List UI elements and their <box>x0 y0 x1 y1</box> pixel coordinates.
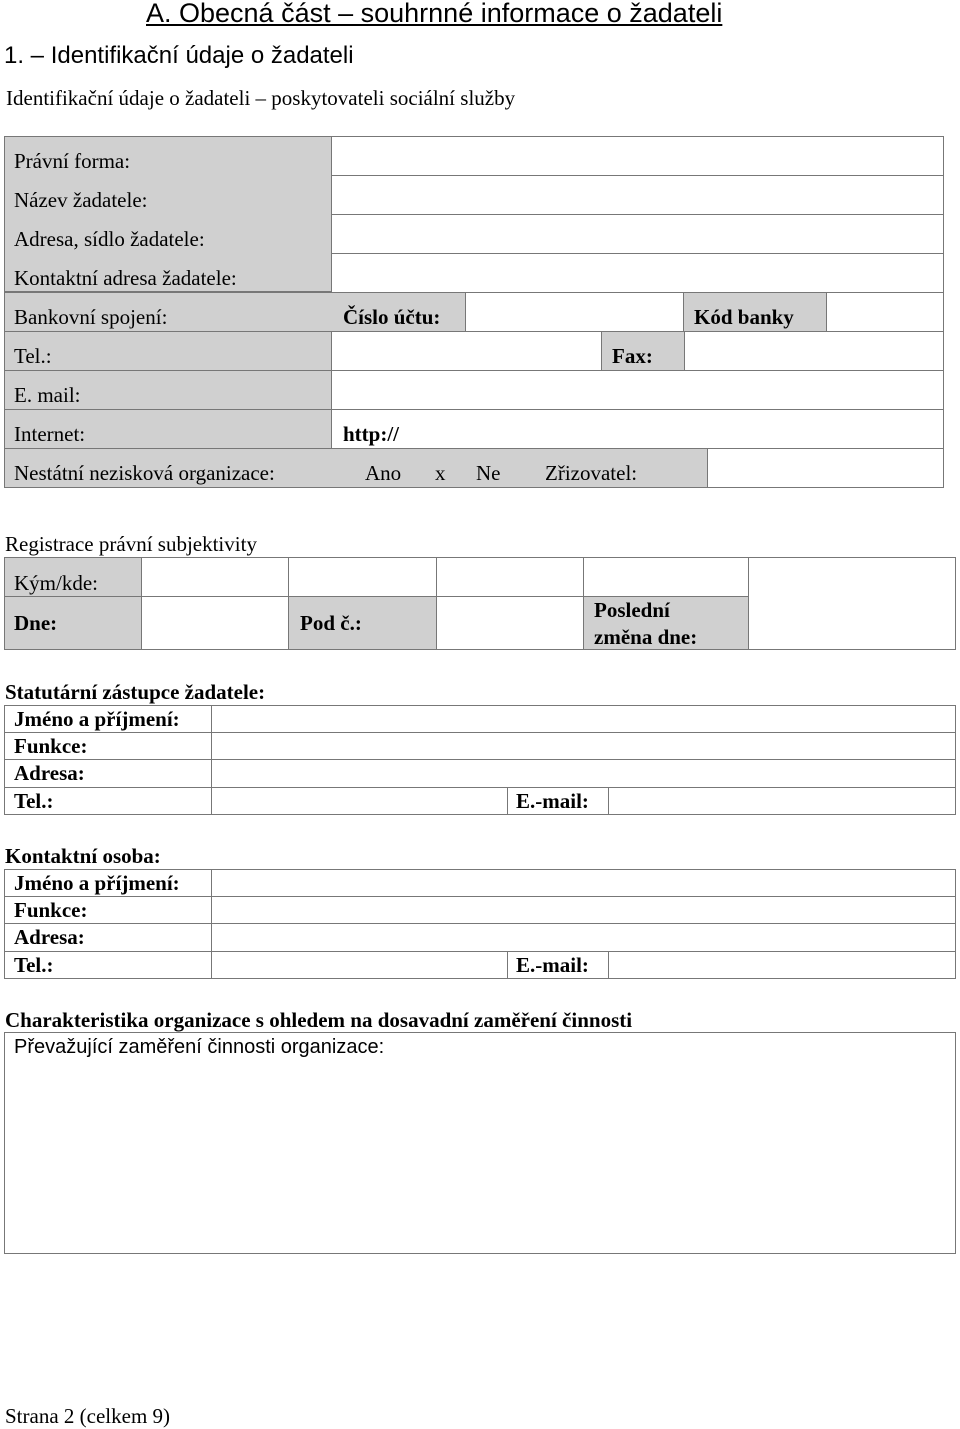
tel-field[interactable] <box>331 331 602 371</box>
bank-code-field[interactable] <box>826 292 944 332</box>
label-by-whom: Kým/kde: <box>14 571 98 595</box>
label-ngo: Nestátní nezisková organizace: <box>14 461 275 485</box>
statutory-label-tel: Tel.: <box>14 789 54 813</box>
contact-email-field[interactable] <box>609 952 955 978</box>
email-field[interactable] <box>331 370 944 410</box>
contact-tel-field[interactable] <box>212 952 507 978</box>
contact-name-field[interactable] <box>212 870 956 896</box>
label-name: Název žadatele: <box>14 188 148 212</box>
last-change-field[interactable] <box>748 557 956 650</box>
statutory-label-address: Adresa: <box>14 761 85 785</box>
label-founder: Zřizovatel: <box>545 461 638 485</box>
registration-number-field[interactable] <box>436 596 584 650</box>
section-subtitle: Identifikační údaje o žadateli – poskytovateli sociální služby <box>6 86 516 110</box>
contact-function-field[interactable] <box>212 897 956 923</box>
label-address: Adresa, sídlo žadatele: <box>14 227 205 251</box>
internet-value: http:// <box>343 422 400 446</box>
statutory-address-field[interactable] <box>212 760 956 787</box>
ngo-mark: x <box>435 461 446 485</box>
name-field[interactable] <box>331 175 944 215</box>
ngo-option-no[interactable]: Ne <box>476 461 501 485</box>
contact-label-tel: Tel.: <box>14 953 54 977</box>
statutory-email-field[interactable] <box>609 788 955 814</box>
contact-label-address: Adresa: <box>14 925 85 949</box>
contact-title: Kontaktní osoba: <box>5 844 161 868</box>
statutory-label-name: Jméno a příjmení: <box>14 707 180 731</box>
label-account-number: Číslo účtu: <box>343 305 441 329</box>
characteristics-title: Charakteristika organizace s ohledem na dosavadní zaměření činnosti <box>5 1008 633 1032</box>
label-bank: Bankovní spojení: <box>14 305 168 329</box>
statutory-label-email: E.-mail: <box>516 789 589 813</box>
label-email: E. mail: <box>14 383 81 407</box>
fax-field[interactable] <box>684 331 944 371</box>
label-under-no: Pod č.: <box>300 611 362 635</box>
address-field[interactable] <box>331 214 944 254</box>
founder-field[interactable] <box>707 448 944 488</box>
contact-label-function: Funkce: <box>14 898 88 922</box>
label-bank-code: Kód banky <box>694 305 794 329</box>
label-date: Dne: <box>14 611 58 635</box>
registration-title: Registrace právní subjektivity <box>5 532 257 556</box>
contact-label-email: E.-mail: <box>516 953 589 977</box>
statutory-tel-field[interactable] <box>212 788 507 814</box>
statutory-function-field[interactable] <box>212 733 956 759</box>
statutory-name-field[interactable] <box>212 706 956 732</box>
page-number: Strana 2 (celkem 9) <box>5 1404 171 1428</box>
contact-address-field[interactable] <box>212 924 956 951</box>
label-last-change-1: Poslední <box>594 598 670 622</box>
contact-address-field[interactable] <box>331 253 944 293</box>
document-title: A. Obecná část – souhrnné informace o žadateli <box>146 0 723 28</box>
label-last-change-2: změna dne: <box>594 625 698 649</box>
statutory-label-function: Funkce: <box>14 734 88 758</box>
legal-form-field[interactable] <box>331 136 944 176</box>
label-fax: Fax: <box>612 344 653 368</box>
section-heading: 1. – Identifikační údaje o žadateli <box>4 42 354 69</box>
registration-date-field[interactable] <box>141 596 289 650</box>
ngo-option-yes[interactable]: Ano <box>365 461 402 485</box>
characteristics-field-label: Převažující zaměření činnosti organizace: <box>14 1036 385 1058</box>
account-number-field[interactable] <box>465 292 684 332</box>
registration-by-field[interactable] <box>141 557 289 597</box>
internet-field[interactable] <box>331 409 944 449</box>
label-legal-form: Právní forma: <box>14 149 131 173</box>
label-tel: Tel.: <box>14 344 52 368</box>
statutory-title: Statutární zástupce žadatele: <box>5 680 266 704</box>
label-contact-address: Kontaktní adresa žadatele: <box>14 266 237 290</box>
contact-label-name: Jméno a příjmení: <box>14 871 180 895</box>
characteristics-field[interactable] <box>4 1032 956 1254</box>
label-internet: Internet: <box>14 422 86 446</box>
